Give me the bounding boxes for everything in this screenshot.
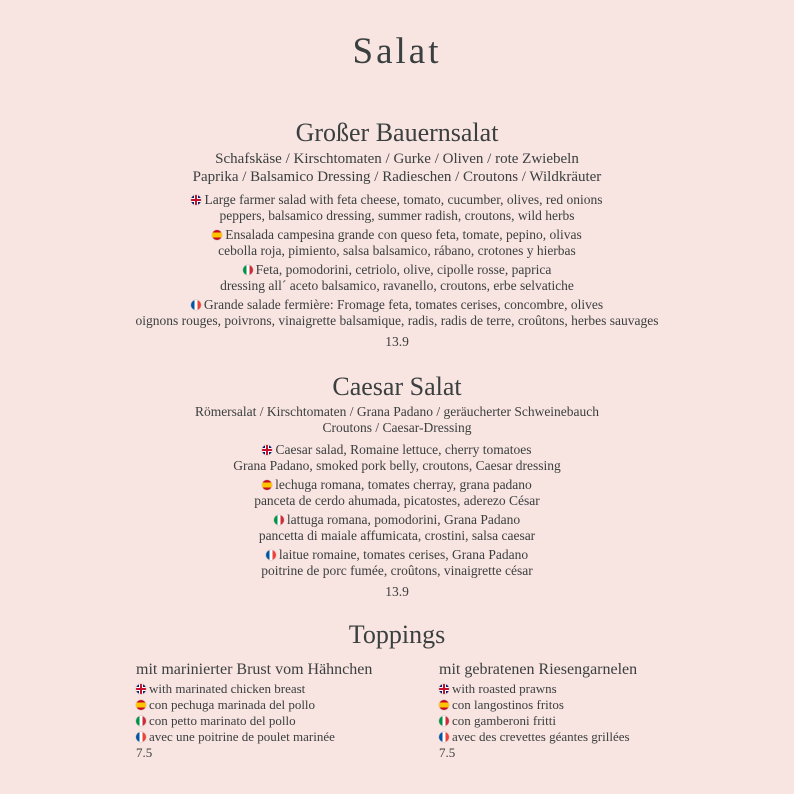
italian-description — [0, 512, 794, 543]
description-line: pancetta di maiale affumicata, crostini, salsa caesar — [258, 527, 536, 543]
description-line: Large farmer salad with feta cheese, tomato, cucumber, olives, red onions — [204, 192, 603, 207]
description-line: Paprika / Balsamico Dressing / Radieschen / Croutons / Wildkräuter — [192, 169, 602, 185]
uk-flag-icon — [439, 684, 449, 694]
dish-price: 13.9 — [385, 334, 409, 349]
uk-flag-icon — [136, 684, 146, 694]
topping-price: 7.5 — [136, 745, 153, 760]
topping-line: con pechuga marinada del pollo — [149, 697, 316, 712]
french-description — [0, 547, 794, 578]
description-line: Schafskäse / Kirschtomaten / Gurke / Oliven / rote Zwiebeln — [215, 151, 579, 167]
uk-flag-icon — [191, 195, 201, 205]
france-flag-icon — [136, 732, 146, 742]
description-line: panceta de cerdo ahumada, picatostes, aderezo César — [254, 492, 540, 508]
topping-line: con gamberoni fritti — [452, 713, 556, 728]
description-line: poitrine de porc fumée, croûtons, vinaigrette césar — [261, 562, 533, 578]
description-line: Römersalat / Kirschtomaten / Grana Padano / geräucherter Schweinebauch — [194, 404, 600, 419]
topping-prawns — [439, 660, 637, 761]
topping-line: with roasted prawns — [452, 681, 557, 696]
dish-price: 13.9 — [385, 584, 409, 599]
toppings-title: Toppings — [348, 620, 446, 649]
description-line: Grande salade fermière: Fromage feta, tomates cerises, concombre, olives — [203, 297, 604, 312]
spain-flag-icon — [136, 700, 146, 710]
french-description — [0, 297, 794, 328]
italy-flag-icon — [439, 716, 449, 726]
toppings-section — [0, 620, 794, 650]
topping-line: with marinated chicken breast — [149, 681, 306, 696]
dish-title: Caesar Salat — [332, 372, 462, 401]
italy-flag-icon — [274, 515, 284, 525]
description-line: peppers, balsamico dressing, summer radish, croutons, wild herbs — [219, 207, 575, 223]
topping-line: con petto marinato del pollo — [149, 713, 296, 728]
description-line: dressing all´ aceto balsamico, ravanello, croutons, erbe selvatiche — [220, 277, 574, 293]
spain-flag-icon — [439, 700, 449, 710]
description-line: Croutons / Caesar-Dressing — [322, 420, 472, 435]
topping-line: avec des crevettes géantes grillées — [452, 729, 630, 744]
uk-flag-icon — [262, 445, 272, 455]
topping-chicken — [136, 660, 372, 761]
caesar-section — [0, 372, 794, 600]
italy-flag-icon — [243, 265, 253, 275]
france-flag-icon — [439, 732, 449, 742]
description-line: Feta, pomodorini, cetriolo, olive, cipolle rosse, paprica — [255, 262, 552, 277]
france-flag-icon — [191, 300, 201, 310]
dish-title: Großer Bauernsalat — [295, 118, 499, 147]
description-line: laitue romaine, tomates cerises, Grana Padano — [278, 547, 529, 562]
bauernsalat-section — [0, 118, 794, 350]
topping-price: 7.5 — [439, 745, 456, 760]
spain-flag-icon — [262, 480, 272, 490]
german-description — [0, 404, 794, 436]
spanish-description — [0, 227, 794, 258]
page-title: Salat — [352, 31, 442, 72]
description-line: lechuga romana, tomates cherray, grana padano — [275, 477, 532, 492]
france-flag-icon — [266, 550, 276, 560]
english-description — [0, 442, 794, 473]
description-line: oignons rouges, poivrons, vinaigrette balsamique, radis, radis de terre, croûtons, herbes sauvages — [135, 312, 659, 328]
german-description — [0, 150, 794, 186]
spanish-description — [0, 477, 794, 508]
topping-line: con langostinos fritos — [452, 697, 564, 712]
italy-flag-icon — [136, 716, 146, 726]
description-line: cebolla roja, pimiento, salsa balsamico, rábano, crotones y hierbas — [218, 242, 576, 258]
topping-heading: mit marinierter Brust vom Hähnchen — [136, 661, 373, 678]
description-line: Caesar salad, Romaine lettuce, cherry tomatoes — [275, 442, 532, 457]
description-line: lattuga romana, pomodorini, Grana Padano — [286, 512, 521, 527]
description-line: Ensalada campesina grande con queso feta, tomate, pepino, olivas — [225, 227, 582, 242]
topping-heading: mit gebratenen Riesengarnelen — [439, 661, 638, 678]
italian-description — [0, 262, 794, 293]
topping-line: avec une poitrine de poulet marinée — [149, 729, 335, 744]
spain-flag-icon — [212, 230, 222, 240]
description-line: Grana Padano, smoked pork belly, croutons, Caesar dressing — [233, 457, 561, 473]
english-description — [0, 192, 794, 223]
